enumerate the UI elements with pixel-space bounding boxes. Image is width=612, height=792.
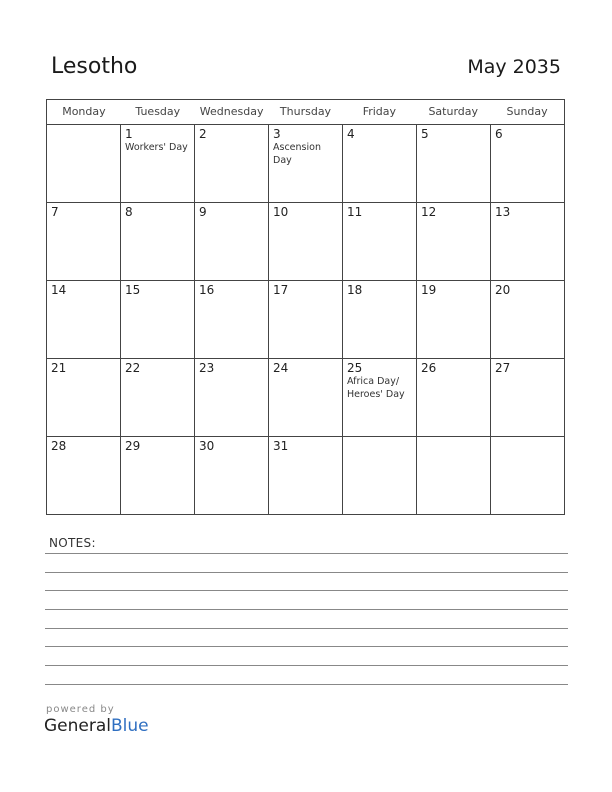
calendar-day-cell — [417, 281, 491, 358]
calendar-day-cell — [47, 125, 121, 202]
calendar-day-cell — [491, 437, 564, 514]
calendar-day-cell — [121, 437, 195, 514]
day-number: 21 — [51, 361, 67, 375]
day-number: 24 — [273, 361, 289, 375]
weekday-header: Friday — [362, 105, 397, 118]
calendar-day-cell — [195, 437, 269, 514]
calendar-week-row — [47, 281, 564, 359]
calendar-day-cell — [195, 281, 269, 358]
holiday-label: Ascension Day — [273, 142, 321, 166]
calendar-day-cell — [491, 125, 564, 202]
weekday-header: Sunday — [506, 105, 548, 118]
powered-by-text: powered by — [46, 704, 115, 715]
day-number: 22 — [125, 361, 141, 375]
day-number: 26 — [421, 361, 437, 375]
calendar-day-cell — [269, 125, 343, 202]
calendar-day-cell — [269, 203, 343, 280]
calendar-day-cell — [121, 125, 195, 202]
calendar-day-cell — [343, 203, 417, 280]
month-year-title: May 2035 — [467, 56, 561, 78]
calendar-day-cell — [491, 281, 564, 358]
calendar-day-cell — [491, 359, 564, 436]
day-number: 28 — [51, 439, 67, 453]
calendar-day-cell — [195, 359, 269, 436]
calendar-day-cell — [269, 437, 343, 514]
day-number: 14 — [51, 283, 67, 297]
day-number: 30 — [199, 439, 215, 453]
weekday-header-row — [47, 100, 564, 125]
day-number: 1 — [125, 127, 133, 141]
calendar-day-cell — [47, 437, 121, 514]
note-line — [45, 609, 568, 610]
country-title: Lesotho — [51, 54, 138, 79]
calendar-day-cell — [195, 125, 269, 202]
day-number: 9 — [199, 205, 207, 219]
calendar-day-cell — [269, 281, 343, 358]
calendar-day-cell — [343, 281, 417, 358]
day-number: 13 — [495, 205, 511, 219]
note-line — [45, 628, 568, 629]
holiday-label: Africa Day/ Heroes' Day — [347, 376, 405, 400]
day-number: 19 — [421, 283, 437, 297]
weekday-header: Monday — [62, 105, 106, 118]
weekday-header: Tuesday — [135, 105, 181, 118]
calendar-day-cell — [417, 359, 491, 436]
calendar-day-cell — [417, 125, 491, 202]
calendar-week-row — [47, 125, 564, 203]
day-number: 20 — [495, 283, 511, 297]
calendar-day-cell — [121, 203, 195, 280]
holiday-label: Workers' Day — [125, 142, 188, 153]
day-number: 7 — [51, 205, 59, 219]
weekday-header: Thursday — [279, 105, 332, 118]
day-number: 29 — [125, 439, 141, 453]
note-line — [45, 665, 568, 666]
calendar-day-cell — [343, 359, 417, 436]
calendar-day-cell — [121, 281, 195, 358]
calendar-week-row — [47, 203, 564, 281]
note-line — [45, 590, 568, 591]
day-number: 16 — [199, 283, 215, 297]
calendar-day-cell — [417, 203, 491, 280]
calendar-day-cell — [121, 359, 195, 436]
calendar-day-cell — [417, 437, 491, 514]
calendar-grid — [46, 99, 565, 515]
day-number: 31 — [273, 439, 289, 453]
calendar-day-cell — [343, 437, 417, 514]
calendar-day-cell — [47, 359, 121, 436]
note-line — [45, 684, 568, 685]
day-number: 12 — [421, 205, 437, 219]
day-number: 6 — [495, 127, 503, 141]
day-number: 23 — [199, 361, 215, 375]
calendar-week-row — [47, 437, 564, 514]
day-number: 8 — [125, 205, 133, 219]
note-line — [45, 646, 568, 647]
weekday-header: Wednesday — [199, 105, 264, 118]
calendar-week-row — [47, 359, 564, 437]
brand-first: General — [44, 716, 111, 736]
calendar-day-cell — [343, 125, 417, 202]
day-number: 10 — [273, 205, 289, 219]
day-number: 27 — [495, 361, 511, 375]
note-line — [45, 572, 568, 573]
calendar-day-cell — [47, 203, 121, 280]
calendar-day-cell — [47, 281, 121, 358]
brand-logo — [44, 716, 149, 736]
weekday-header: Saturday — [428, 105, 479, 118]
day-number: 25 — [347, 361, 363, 375]
day-number: 11 — [347, 205, 363, 219]
calendar-day-cell — [195, 203, 269, 280]
calendar-day-cell — [491, 203, 564, 280]
day-number: 18 — [347, 283, 363, 297]
day-number: 4 — [347, 127, 355, 141]
note-line — [45, 553, 568, 554]
notes-label: NOTES: — [49, 536, 96, 550]
day-number: 17 — [273, 283, 289, 297]
day-number: 2 — [199, 127, 207, 141]
day-number: 15 — [125, 283, 141, 297]
calendar-day-cell — [269, 359, 343, 436]
brand-second: Blue — [111, 716, 149, 736]
day-number: 5 — [421, 127, 429, 141]
day-number: 3 — [273, 127, 281, 141]
